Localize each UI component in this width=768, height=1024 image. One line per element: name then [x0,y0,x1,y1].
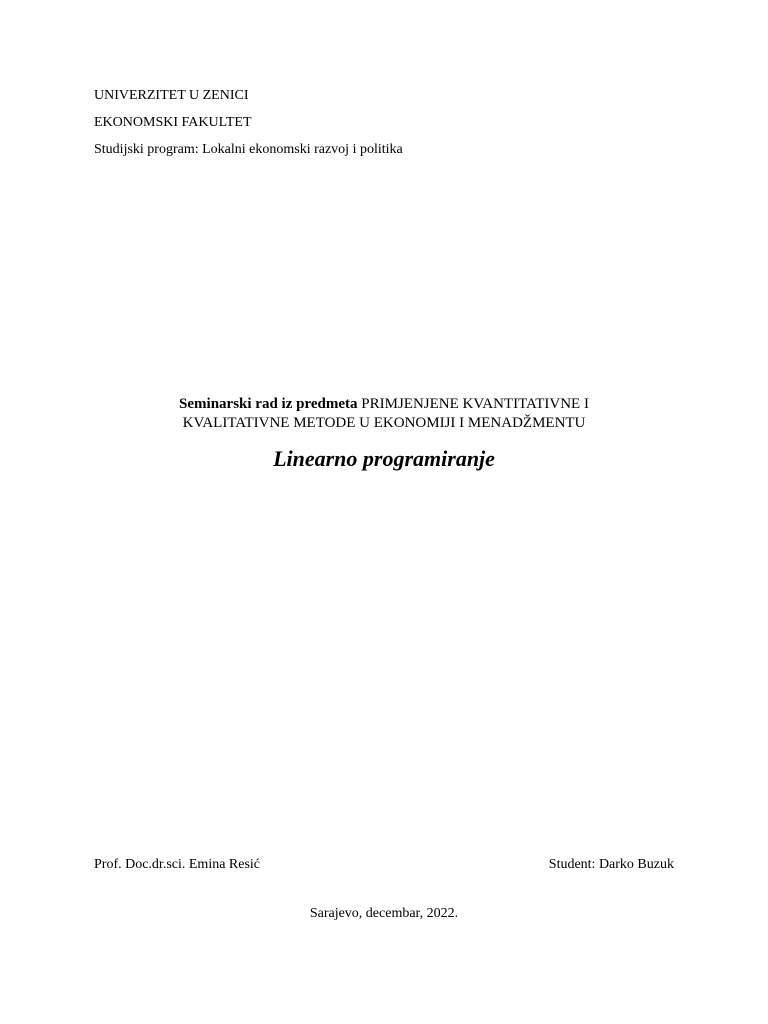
student-name: Student: Darko Buzuk [548,857,674,872]
study-program: Studijski program: Lokalni ekonomski razvoj i politika [94,142,403,157]
place-and-date: Sarajevo, decembar, 2022. [309,906,459,921]
university-name: UNIVERZITET U ZENICI [94,88,249,103]
subject-prefix: Seminarski rad iz predmeta [179,396,362,412]
subject-line-1 [0,395,768,413]
subject-name-part-1: PRIMJENJENE KVANTITATIVNE I [361,396,589,412]
professor-name: Prof. Doc.dr.sci. Emina Resić [94,857,261,872]
faculty-name: EKONOMSKI FAKULTET [94,115,252,130]
subject-line-2: KVALITATIVNE METODE U EKONOMIJI I MENADŽMENTU [182,415,586,431]
paper-title: Linearno programiranje [273,446,495,471]
